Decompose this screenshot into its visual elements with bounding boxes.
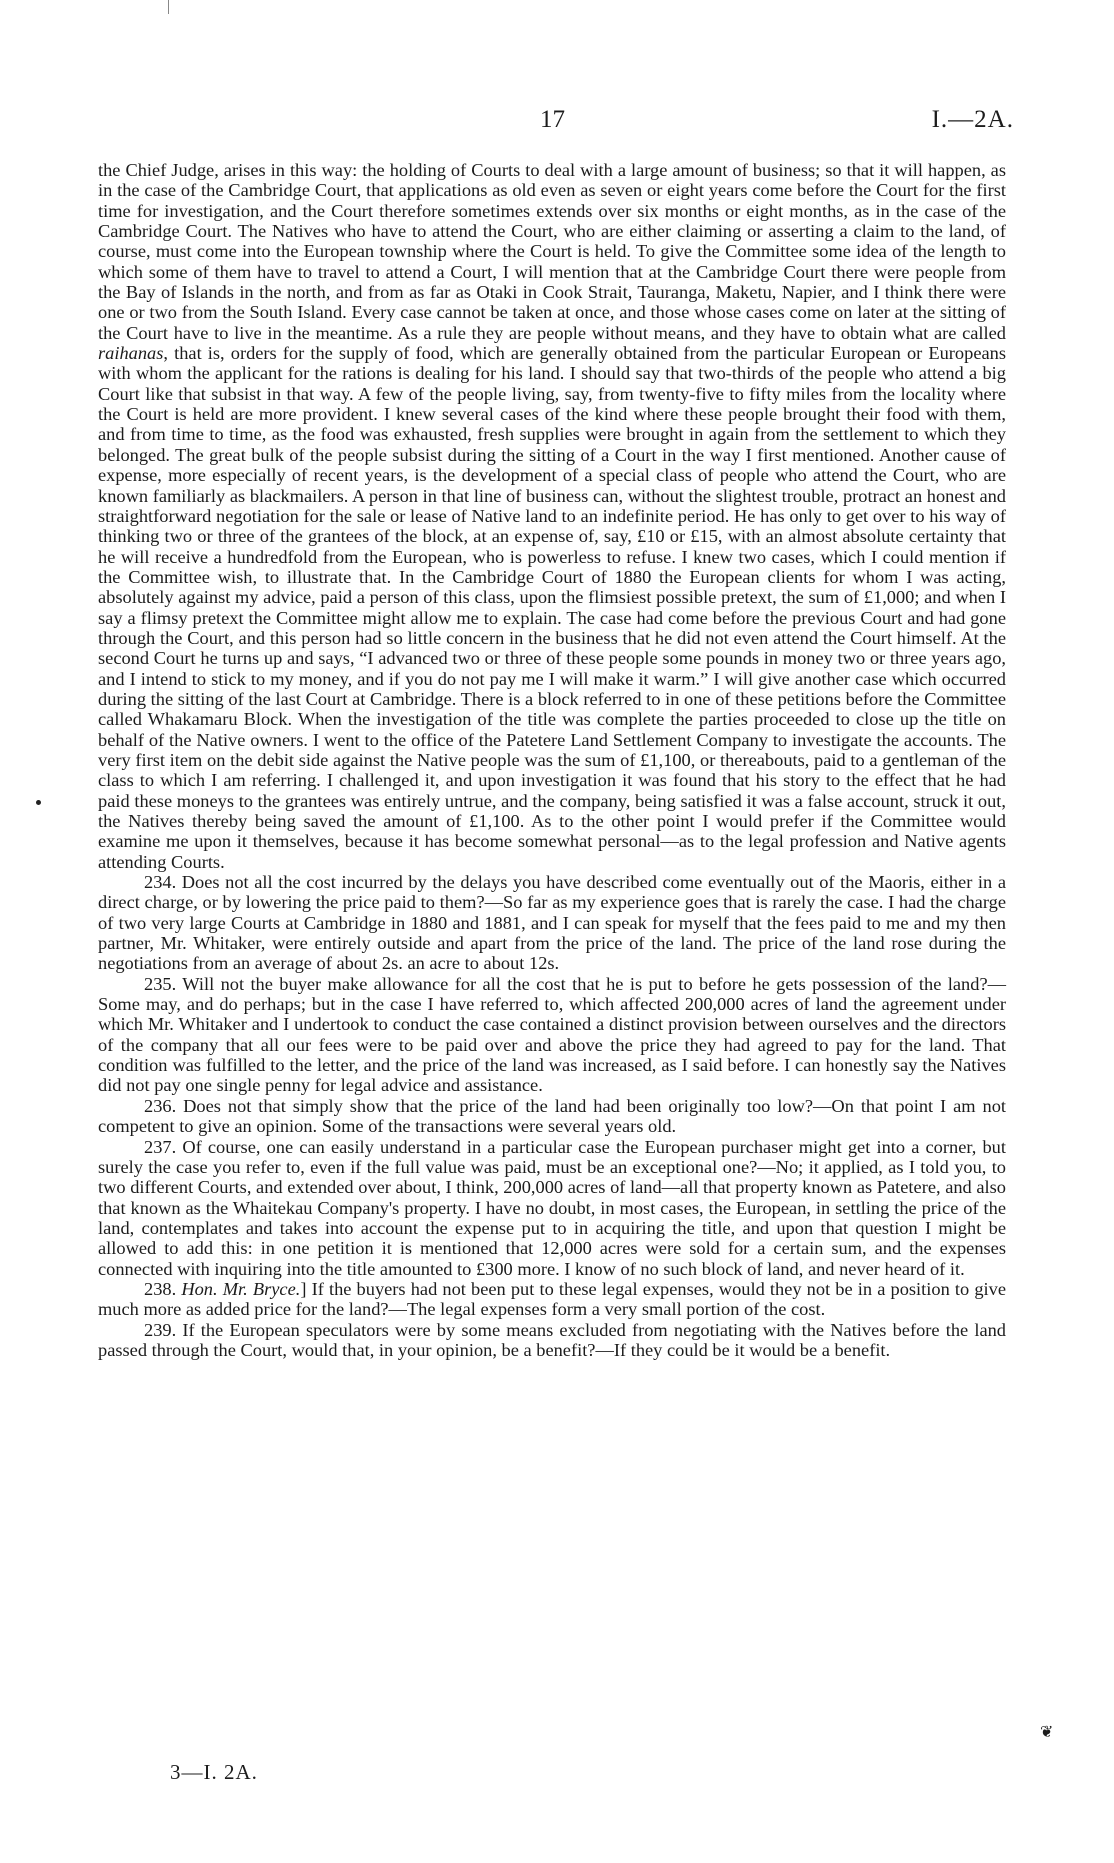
paragraph-238 xyxy=(98,1279,1006,1320)
paragraph-239: 239. If the European speculators were by some means excluded from negotiating with the Natives before the land passed through the Court, would that, in your opinion, be a benefit?—If they could be it would be a benefit. xyxy=(98,1319,1006,1360)
paragraph-text-after: , that is, orders for the supply of food, which are generally obtained from the particular European or Europeans with whom the applicant for the rations is dealing for his land. I should say that two-thirds of the people who attend a big Court like that subsist in that way. A few of the people living, say, from twenty-five to fifty miles from the locality where the Court is held are more provident. I knew several cases of the kind where these people brought their food with them, and from time to time, as the food was exhausted, fresh supplies were brought in again from the settlement to which they belonged. The great bulk of the people subsist during the sitting of a Court in the way I first mentioned. Another cause of expense, more especially of recent years, is the development of a special class of people who attend the Court, who are known familiarly as blackmailers. A person in that line of business can, without the slightest trouble, protract an honest and straightforward negotiation for the sale or lease of Native land to an indefinite period. He has only to get over to his way of thinking two or three of the grantees of the block, at an expense of, say, £10 or £15, with an almost absolute certainty that he will receive a hundredfold from the European, who is powerless to refuse. I knew two cases, which I could mention if the Committee wish, to illustrate that. In the Cambridge Court of 1880 the European clients for whom I was acting, absolutely against my advice, paid a person of this class, upon the flimsiest possible pretext, the sum of £1,000; and when I say a flimsy pretext the Committee might allow me to explain. The case had come before the previous Court and had gone through the Court, and this person had so little concern in the business that he did not even attend the Court himself. At the second Court he turns up and says, “I advanced two or three of these people some pounds in money two or three years ago, and I intend to stick to my money, and if you do not pay me I will make it warm.” I will give another case which occurred during the sitting of the last Court at Cambridge. There is a block referred to in one of these petitions before the Committee called Whakamaru Block. When the investigation of the title was complete the parties proceeded to close up the title on behalf of the Native owners. I went to the office of the Patetere Land Settlement Company to investigate the accounts. The very first item on the debit side against the Native people was the sum of £1,100, or thereabouts, paid to a gentleman of the class to which I am referring. I challenged it, and upon investigation it was found that his story to the effect that he had paid these moneys to the grantees was entirely untrue, and the company, being satisfied it was a false account, struck it out, the Natives thereby being saved the amount of £1,100. As to the other point I would prefer if the Committee would examine me upon it themselves, because it has become somewhat personal—as to the legal profession and Native agents attending Courts. xyxy=(98,343,1006,872)
body-text xyxy=(98,160,1006,1360)
paragraph-235: 235. Will not the buyer make allowance for all the cost that he is put to before he gets possession of the land?—Some may, and do perhaps; but in the case I have referred to, which affected 200,000 acres of land the agreement under which Mr. Whitaker and I undertook to conduct the case contained a distinct provision between ourselves and the directors of the company that all our fees were to be paid over and above the price they had agreed to pay for the land. That condition was fulfilled to the letter, and the price of the land was increased, as I said before. I can honestly say the Natives did not pay one single penny for legal advice and assistance. xyxy=(98,973,1006,1096)
paragraph-continuation xyxy=(98,160,1006,872)
page-number: 17 xyxy=(540,106,565,133)
paragraph-text-after: ] If the buyers had not been put to these legal expenses, would they not be in a position to give much more as added price for the land?—The legal expenses form a very small portion of the cost. xyxy=(98,1278,1006,1320)
margin-mark-icon: ❦ xyxy=(1040,1724,1054,1741)
paragraph-234: 234. Does not all the cost incurred by the delays you have described come eventually out of the Maoris, either in a direct charge, or by lowering the price paid to them?—So far as my experience goes that is rarely the case. I had the charge of two very large Courts at Cambridge in 1880 and 1881, and I can speak for myself that the fees paid to me and my then partner, Mr. Whitaker, were entirely outside and apart from the price of the land. The price of the land rose during the negotiations from an average of about 2s. an acre to about 12s. xyxy=(98,872,1006,974)
paragraph-number: 238. xyxy=(144,1278,182,1299)
italic-term: raihanas xyxy=(98,343,164,364)
printer-signature: 3—I. 2A. xyxy=(170,1760,258,1784)
document-reference: I.—2A. xyxy=(931,106,1014,133)
margin-dot xyxy=(36,800,41,805)
paragraph-text: the Chief Judge, arises in this way: the holding of Courts to deal with a large amount of business; so that it will happen, as in the case of the Cambridge Court, that applications as old even as seven or eight years come before the Court for the first time for investigation, and the Court therefore sometimes extends over six months or eight months, as in the case of the Cambridge Court. The Natives who have to attend the Court, who are either claiming or asserting a claim to the land, of course, must come into the European township where the Court is held. To give the Committee some idea of the length to which some of them have to travel to attend a Court, I will mention that at the Cambridge Court there were people from the Bay of Islands in the north, and from as far as Otaki in Cook Strait, Tauranga, Maketu, Napier, and I think there were one or two from the South Island. Every case cannot be taken at once, and those whose cases come on later at the sitting of the Court have to live in the meantime. As a rule they are people without means, and they have to obtain what are called xyxy=(98,160,1006,343)
paragraph-236: 236. Does not that simply show that the price of the land had been originally too low?—On that point I am not competent to give an opinion. Some of the transactions were several years old. xyxy=(98,1095,1006,1137)
speaker-name: Hon. Mr. Bryce. xyxy=(181,1278,301,1299)
scan-artifact-line xyxy=(168,0,169,14)
paragraph-237: 237. Of course, one can easily understand in a particular case the European purchaser might get into a corner, but surely the case you refer to, even if the full value was paid, must be an exceptional one?—No; it applied, as I told you, to two different Courts, and extended over about, I think, 200,000 acres of land—all that property known as Patetere, and also that known as the Whaitekau Company's property. I have no doubt, in most cases, the European, in settling the price of the land, contemplates and takes into account the expense put to in acquiring the title, and upon that question I might be allowed to add this: in one petition it is mentioned that 12,000 acres were sold for a certain sum, and the expenses connected with inquiring into the title amounted to £300 more. I know of no such block of land, and never heard of it. xyxy=(98,1136,1006,1279)
